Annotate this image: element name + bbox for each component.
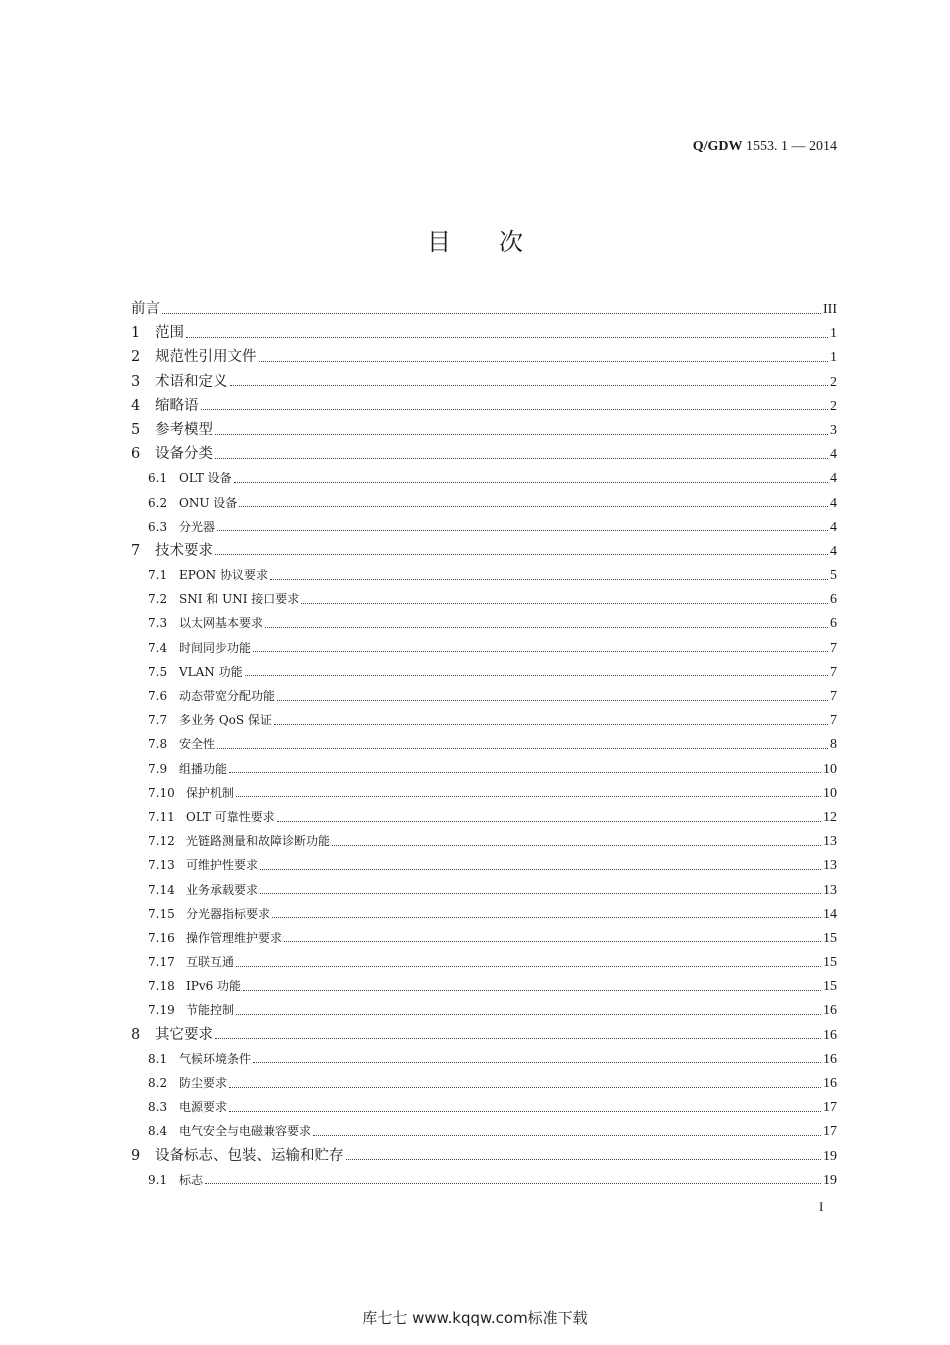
toc-entry-number: 9.1 — [148, 1172, 168, 1187]
toc-entry-page: 4 — [830, 447, 837, 463]
toc-leader-dots — [215, 554, 828, 555]
toc-entry-number: 7.14 — [148, 882, 175, 897]
toc-entry-label: OLT 可靠性要求 — [186, 809, 275, 824]
toc-entry-label: 技术要求 — [155, 542, 213, 559]
toc-entry[interactable] — [131, 345, 837, 369]
toc-leader-dots — [229, 1087, 821, 1088]
toc-entry-number: 7.8 — [148, 737, 168, 752]
toc-entry[interactable] — [131, 1144, 837, 1168]
toc-entry[interactable] — [131, 1119, 837, 1143]
toc-entry-label: 标志 — [179, 1172, 204, 1187]
toc-entry[interactable] — [131, 539, 837, 563]
toc-leader-dots — [201, 409, 829, 410]
toc-entry-number: 7.4 — [148, 640, 168, 655]
standard-code: Q/GDW — [692, 139, 743, 154]
toc-entry-number: 7.18 — [148, 979, 175, 994]
toc-leader-dots — [205, 1183, 821, 1184]
toc-leader-dots — [229, 772, 821, 773]
toc-entry-number: 3 — [131, 373, 141, 390]
toc-leader-dots — [215, 434, 828, 435]
toc-entry[interactable] — [131, 732, 837, 756]
toc-entry[interactable] — [131, 1071, 837, 1095]
toc-entry-number: 6 — [131, 446, 141, 463]
toc-entry-page: 15 — [823, 955, 837, 971]
toc-entry-label: 范围 — [155, 325, 184, 342]
toc-entry-label: 多业务 QoS 保证 — [179, 713, 272, 728]
toc-entry-number: 1 — [131, 325, 141, 342]
toc-entry-label: 安全性 — [179, 737, 216, 752]
toc-leader-dots — [215, 458, 828, 459]
toc-entry-page: 14 — [823, 906, 837, 922]
toc-entry-page: 10 — [823, 761, 837, 777]
toc-leader-dots — [253, 1062, 821, 1063]
toc-entry-number: 7.19 — [148, 1003, 175, 1018]
toc-entry-label: IPv6 功能 — [186, 979, 242, 994]
toc-leader-dots — [236, 1014, 821, 1015]
toc-entry[interactable] — [131, 418, 837, 442]
toc-entry-page: 2 — [830, 398, 837, 414]
toc-entry-label: 术语和定义 — [155, 373, 228, 390]
toc-leader-dots — [313, 1135, 821, 1136]
toc-entry-page: 5 — [830, 568, 837, 584]
toc-entry-page: 1 — [830, 350, 837, 366]
toc-entry-page: 7 — [830, 640, 837, 656]
toc-entry-number: 2 — [131, 349, 141, 366]
toc-entry-number: 8.3 — [148, 1100, 168, 1115]
toc-entry[interactable] — [131, 805, 837, 829]
toc-entry-number: 4 — [131, 397, 141, 414]
toc-leader-dots — [272, 917, 821, 918]
toc-entry-label: 气候环境条件 — [179, 1051, 252, 1066]
toc-entry-page: 7 — [830, 713, 837, 729]
toc-entry-page: 6 — [830, 592, 837, 608]
toc-entry-number: 7.1 — [148, 568, 168, 583]
toc-entry[interactable] — [131, 757, 837, 781]
toc-entry-page: 4 — [830, 471, 837, 487]
toc-leader-dots — [162, 313, 821, 314]
toc-entry[interactable] — [131, 297, 837, 321]
toc-entry-page: 16 — [823, 1051, 837, 1067]
toc-entry-page: 10 — [823, 785, 837, 801]
toc-leader-dots — [346, 1159, 822, 1160]
toc-entry-label: 节能控制 — [186, 1003, 235, 1018]
toc-entry-label: 缩略语 — [155, 397, 199, 414]
toc-leader-dots — [265, 627, 828, 628]
toc-entry[interactable] — [131, 926, 837, 950]
toc-entry[interactable] — [131, 491, 837, 515]
toc-leader-dots — [260, 869, 821, 870]
toc-leader-dots — [301, 603, 828, 604]
toc-entry-label: ONU 设备 — [179, 495, 238, 510]
toc-entry-page: 13 — [823, 834, 837, 850]
toc-entry-page: 3 — [830, 422, 837, 438]
toc-entry[interactable] — [131, 587, 837, 611]
toc-entry-page: 17 — [823, 1124, 837, 1140]
toc-entry-label: 前言 — [131, 301, 160, 317]
toc-entry[interactable] — [131, 974, 837, 998]
toc-entry-number: 7.15 — [148, 906, 175, 921]
toc-entry[interactable] — [131, 636, 837, 660]
toc-leader-dots — [277, 700, 828, 701]
toc-entry-page: 8 — [830, 737, 837, 753]
document-header — [693, 139, 837, 155]
toc-entry-page: 13 — [823, 882, 837, 898]
toc-leader-dots — [243, 990, 821, 991]
toc-entry[interactable] — [131, 611, 837, 635]
toc-entry[interactable] — [131, 321, 837, 345]
toc-entry-number: 7.16 — [148, 930, 175, 945]
toc-entry-label: 规范性引用文件 — [155, 349, 257, 366]
toc-entry[interactable] — [131, 394, 837, 418]
toc-leader-dots — [260, 893, 821, 894]
toc-entry-label: 其它要求 — [155, 1026, 213, 1043]
toc-entry-label: 设备分类 — [155, 446, 213, 463]
toc-entry-label: EPON 协议要求 — [179, 568, 268, 583]
toc-leader-dots — [234, 482, 828, 483]
toc-leader-dots — [332, 845, 821, 846]
toc-entry[interactable] — [131, 781, 837, 805]
toc-entry-page: 4 — [830, 495, 837, 511]
toc-entry-number: 7.7 — [148, 713, 168, 728]
toc-entry[interactable] — [131, 370, 837, 394]
toc-entry[interactable] — [131, 684, 837, 708]
toc-entry-label: 保护机制 — [186, 785, 235, 800]
toc-entry-page: 19 — [823, 1148, 837, 1164]
toc-entry-number: 7.9 — [148, 761, 168, 776]
toc-entry-label: 分光器指标要求 — [186, 906, 271, 921]
toc-entry-label: 防尘要求 — [179, 1076, 228, 1090]
toc-entry-label: 电源要求 — [179, 1100, 228, 1115]
toc-entry-label: 光链路测量和故障诊断功能 — [186, 834, 331, 849]
toc-entry-number: 6.1 — [148, 471, 168, 486]
toc-entry-label: 可维护性要求 — [186, 858, 259, 873]
toc-entry-label: 互联互通 — [186, 955, 235, 970]
toc-entry-number: 6.3 — [148, 519, 168, 534]
toc-entry-page: 4 — [830, 519, 837, 535]
toc-entry-number: 7.12 — [148, 834, 175, 849]
toc-entry[interactable] — [131, 853, 837, 877]
page-title: 目次 — [427, 228, 571, 256]
toc-leader-dots — [259, 361, 829, 362]
toc-entry-label: 时间同步功能 — [179, 640, 252, 655]
toc-entry-label: OLT 设备 — [179, 471, 232, 486]
toc-entry[interactable] — [131, 1023, 837, 1047]
toc-entry[interactable] — [131, 708, 837, 732]
toc-entry-page: 17 — [823, 1100, 837, 1116]
toc-entry[interactable] — [131, 515, 837, 539]
toc-entry-number: 8.4 — [148, 1124, 168, 1139]
toc-entry-number: 7.13 — [148, 858, 175, 873]
toc-entry[interactable] — [131, 442, 837, 466]
toc-leader-dots — [253, 651, 828, 652]
toc-entry-page: III — [823, 302, 837, 317]
page-number: I — [819, 1199, 824, 1214]
toc-entry-label: 电气安全与电磁兼容要求 — [179, 1124, 312, 1139]
toc-entry-number: 7.6 — [148, 689, 168, 703]
toc-entry-number: 7.11 — [148, 809, 175, 824]
toc-entry[interactable] — [131, 1095, 837, 1119]
toc-leader-dots — [229, 1111, 821, 1112]
toc-entry-label: SNI 和 UNI 接口要求 — [179, 592, 300, 607]
toc-entry[interactable] — [131, 902, 837, 926]
toc-entry-page: 19 — [823, 1172, 837, 1188]
toc-entry-page: 16 — [823, 1003, 837, 1019]
toc-entry[interactable] — [131, 878, 837, 902]
toc-entry-page: 1 — [830, 326, 837, 342]
toc-leader-dots — [277, 821, 821, 822]
toc-leader-dots — [215, 1038, 821, 1039]
toc-entry-page: 7 — [830, 689, 837, 704]
toc-entry-page: 16 — [823, 1027, 837, 1043]
table-of-contents — [131, 297, 837, 1192]
toc-entry[interactable] — [131, 660, 837, 684]
footer-watermark: 库七七 www.kqqw.com标准下载 — [362, 1309, 588, 1327]
toc-entry-number: 7.10 — [148, 785, 175, 800]
toc-entry-number: 7.3 — [148, 616, 168, 631]
toc-entry-number: 8 — [131, 1026, 141, 1043]
toc-leader-dots — [239, 506, 828, 507]
toc-entry[interactable] — [131, 829, 837, 853]
toc-entry[interactable] — [131, 1047, 837, 1071]
toc-entry-label: 以太网基本要求 — [179, 616, 264, 631]
toc-leader-dots — [230, 385, 829, 386]
toc-entry[interactable] — [131, 998, 837, 1022]
toc-entry-number: 7 — [131, 542, 141, 559]
toc-entry[interactable] — [131, 466, 837, 490]
toc-leader-dots — [217, 530, 828, 531]
toc-entry-label: 分光器 — [179, 519, 216, 534]
toc-entry-number: 7.5 — [148, 664, 168, 679]
toc-leader-dots — [245, 675, 828, 676]
toc-entry-page: 6 — [830, 616, 837, 632]
toc-leader-dots — [274, 724, 828, 725]
toc-entry-number: 8.2 — [148, 1076, 168, 1090]
toc-entry-number: 5 — [131, 421, 141, 438]
toc-entry-page: 13 — [823, 858, 837, 874]
toc-leader-dots — [284, 941, 821, 942]
toc-entry-page: 7 — [830, 664, 837, 680]
toc-entry-label: 参考模型 — [155, 421, 213, 438]
toc-entry-page: 16 — [823, 1076, 837, 1091]
toc-entry-number: 7.2 — [148, 592, 168, 607]
toc-entry-label: 组播功能 — [179, 761, 228, 776]
toc-entry[interactable] — [131, 950, 837, 974]
toc-entry-page: 2 — [830, 374, 837, 390]
toc-entry[interactable] — [131, 563, 837, 587]
toc-entry-page: 15 — [823, 979, 837, 995]
toc-entry-label: VLAN 功能 — [179, 664, 243, 679]
toc-entry-label: 设备标志、包装、运输和贮存 — [155, 1147, 344, 1164]
toc-entry-number: 7.17 — [148, 955, 175, 970]
toc-entry-label: 业务承载要求 — [186, 882, 259, 897]
toc-entry-page: 15 — [823, 930, 837, 946]
toc-entry-number: 6.2 — [148, 495, 168, 510]
toc-entry-page: 12 — [823, 809, 837, 825]
toc-leader-dots — [236, 966, 821, 967]
toc-leader-dots — [217, 748, 828, 749]
toc-entry-number: 8.1 — [148, 1051, 168, 1066]
toc-leader-dots — [186, 337, 828, 338]
toc-entry-label: 动态带宽分配功能 — [179, 689, 276, 703]
toc-entry-page: 4 — [830, 543, 837, 559]
toc-entry-label: 操作管理维护要求 — [186, 930, 283, 945]
toc-entry[interactable] — [131, 1168, 837, 1192]
standard-number: 1553. 1 — 2014 — [746, 139, 837, 154]
toc-leader-dots — [270, 579, 828, 580]
toc-leader-dots — [236, 796, 821, 797]
toc-entry-number: 9 — [131, 1147, 141, 1164]
